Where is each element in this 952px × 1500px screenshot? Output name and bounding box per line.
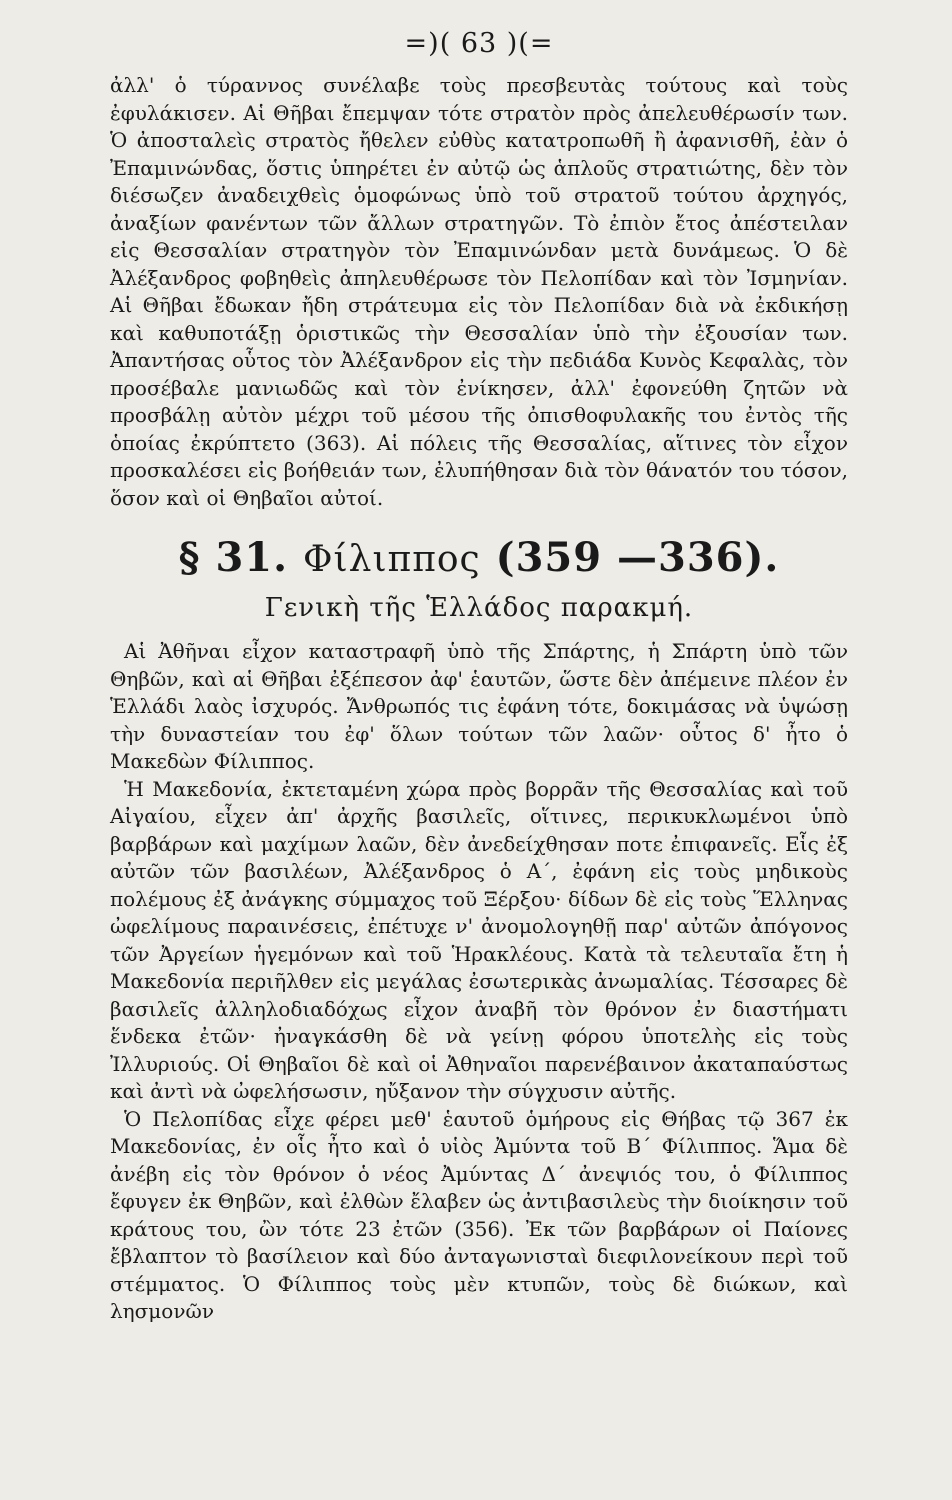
section-name: Φίλιππος [303,539,481,580]
paragraph-top-1: ἀλλ' ὁ τύραννος συνέλαβε τοὺς πρεσβευτὰς τούτους καὶ τοὺς ἐφυλάκισεν. Αἱ Θῆβαι ἔπεμψαν τότε στρατὸν πρὸς ἀπελευθέρωσίν των. Ὁ ἀποσταλεὶς στρατὸς ἤθελεν εὐθὺς κατατροπωθῆ ἢ ἀφανισθῆ, ἐὰν ὁ Ἐπαμινώνδας, ὅστις ὑπηρέτει ἐν αὐτῷ ὡς ἁπλοῦς στρατιώτης, δὲν τὸν διέσωζεν ἀναδειχθεὶς ὁμοφώνως ὑπὸ τοῦ στρατοῦ τούτου ἀρχηγός, ἀναξίων φανέντων τῶν ἄλλων στρατηγῶν. Τὸ ἐπιὸν ἔτος ἀπέστειλαν εἰς Θεσσαλίαν στρατηγὸν τὸν Ἐπαμινώνδαν μετὰ δυνάμεως. Ὁ δὲ Ἀλέξανδρος φοβηθεὶς ἀπηλευθέρωσε τὸν Πελοπίδαν καὶ τὸν Ἰσμηνίαν. Αἱ Θῆβαι ἔδωκαν ἤδη στράτευμα εἰς τὸν Πελοπίδαν διὰ νὰ ἐκδικήσῃ καὶ καθυποτάξῃ ὁριστικῶς τὴν Θεσσαλίαν ὑπὸ τὴν ἐξουσίαν των. Ἀπαντήσας οὗτος τὸν Ἀλέξανδρον εἰς τὴν πεδιάδα Κυνὸς Κεφαλὰς, τὸν προσέβαλε μανιωδῶς καὶ τὸν ἐνίκησεν, ἀλλ' ἐφονεύθη ζητῶν νὰ προσβάλῃ αὐτὸν μέχρι τοῦ μέσου τῆς ὀπισθοφυλακῆς του ἐντὸς τῆς ὁποίας ἐκρύπτετο (363). Αἱ πόλεις τῆς Θεσσαλίας, αἵτινες τὸν εἶχον προσκαλέσει εἰς βοήθειάν των, ἐλυπήθησαν διὰ τὸν θάνατόν του τόσον, ὅσον καὶ οἱ Θηβαῖοι αὐτοί. [110,73,848,510]
top-text-block [110,72,848,512]
paragraph-bottom-1: Αἱ Ἀθῆναι εἶχον καταστραφῆ ὑπὸ τῆς Σπάρτης, ἡ Σπάρτη ὑπὸ τῶν Θηβῶν, καὶ αἱ Θῆβαι ἐξέπεσον ἀφ' ἑαυτῶν, ὥστε δὲν ἀπέμεινε πλέον ἐν Ἑλλάδι λαὸς ἰσχυρός. Ἄνθρωπός τις ἐφάνη τότε, δοκιμάσας νὰ ὑψώσῃ τὴν δυναστείαν του ἐφ' ὅλων τούτων τῶν λαῶν· οὗτος δ' ἦτο ὁ Μακεδὼν Φίλιππος. [110,639,848,773]
section-heading [110,534,848,584]
paragraph-bottom-2: Ἡ Μακεδονία, ἐκτεταμένη χώρα πρὸς βορρᾶν τῆς Θεσσαλίας καὶ τοῦ Αἰγαίου, εἶχεν ἀπ' ἀρχῆς βασιλεῖς, οἵτινες, περικυκλωμένοι ὑπὸ βαρβάρων καὶ μαχίμων λαῶν, δὲν ἀνεδείχθησαν ποτε ἐπιφανεῖς. Εἷς ἐξ αὐτῶν τῶν βασιλέων, Ἀλέξανδρος ὁ Α΄, ἐφάνη εἰς τοὺς μηδικοὺς πολέμους ἐξ ἀνάγκης σύμμαχος τοῦ Ξέρξου· δίδων δὲ εἰς τοὺς Ἕλληνας ὠφελίμους παραινέσεις, ἐπέτυχε ν' ἀνομολογηθῇ παρ' αὐτῶν ἀπόγονος τῶν Ἀργείων ἡγεμόνων καὶ τοῦ Ἡρακλέους. Κατὰ τὰ τελευταῖα ἔτη ἡ Μακεδονία περιῆλθεν εἰς μεγάλας ἐσωτερικὰς ἀνωμαλίας. Τέσσαρες δὲ βασιλεῖς ἀλληλοδιαδόχως εἶχον ἀναβῆ τὸν θρόνον ἐν διαστήματι ἕνδεκα ἐτῶν· ἠναγκάσθη δὲ νὰ γείνῃ φόρου ὑποτελὴς εἰς τοὺς Ἰλλυριούς. Οἱ Θηβαῖοι δὲ καὶ οἱ Ἀθηναῖοι παρενέβαινον ἀκαταπαύστως καὶ ἀντὶ νὰ ὠφελήσωσιν, ηὔξανον τὴν σύγχυσιν αὐτῆς. [110,776,848,1103]
paragraph-bottom-3: Ὁ Πελοπίδας εἶχε φέρει μεθ' ἑαυτοῦ ὁμήρους εἰς Θήβας τῷ 367 ἐκ Μακεδονίας, ἐν οἷς ἦτο καὶ ὁ υἱὸς Ἀμύντα τοῦ Β΄ Φίλιππος. Ἅμα δὲ ἀνέβη εἰς τὸν θρόνον ὁ νέος Ἀμύντας Δ΄ ἀνεψιός του, ὁ Φίλιππος ἔφυγεν ἐκ Θηβῶν, καὶ ἐλθὼν ἔλαβεν ὡς ἀντιβασιλεὺς τὴν διοίκησιν τοῦ κράτους του, ὢν τότε 23 ἐτῶν (356). Ἐκ τῶν βαρβάρων οἱ Παίονες ἔβλαπτον τὸ βασίλειον καὶ δύο ἀνταγωνισταὶ διεφιλονείκουν περὶ τοῦ στέμματος. Ὁ Φίλιππος τοὺς μὲν κτυπῶν, τοὺς δὲ διώκων, καὶ λησμονῶν [110,1106,848,1323]
section-subtitle: Γενικὴ τῆς Ἑλλάδος παρακμή. [264,593,694,623]
bottom-text-block [110,638,848,1326]
running-head-page-number: =)( 63 )(= [404,28,554,59]
section-dates: (359 —336). [495,534,780,581]
section-number: § 31. [178,534,289,581]
